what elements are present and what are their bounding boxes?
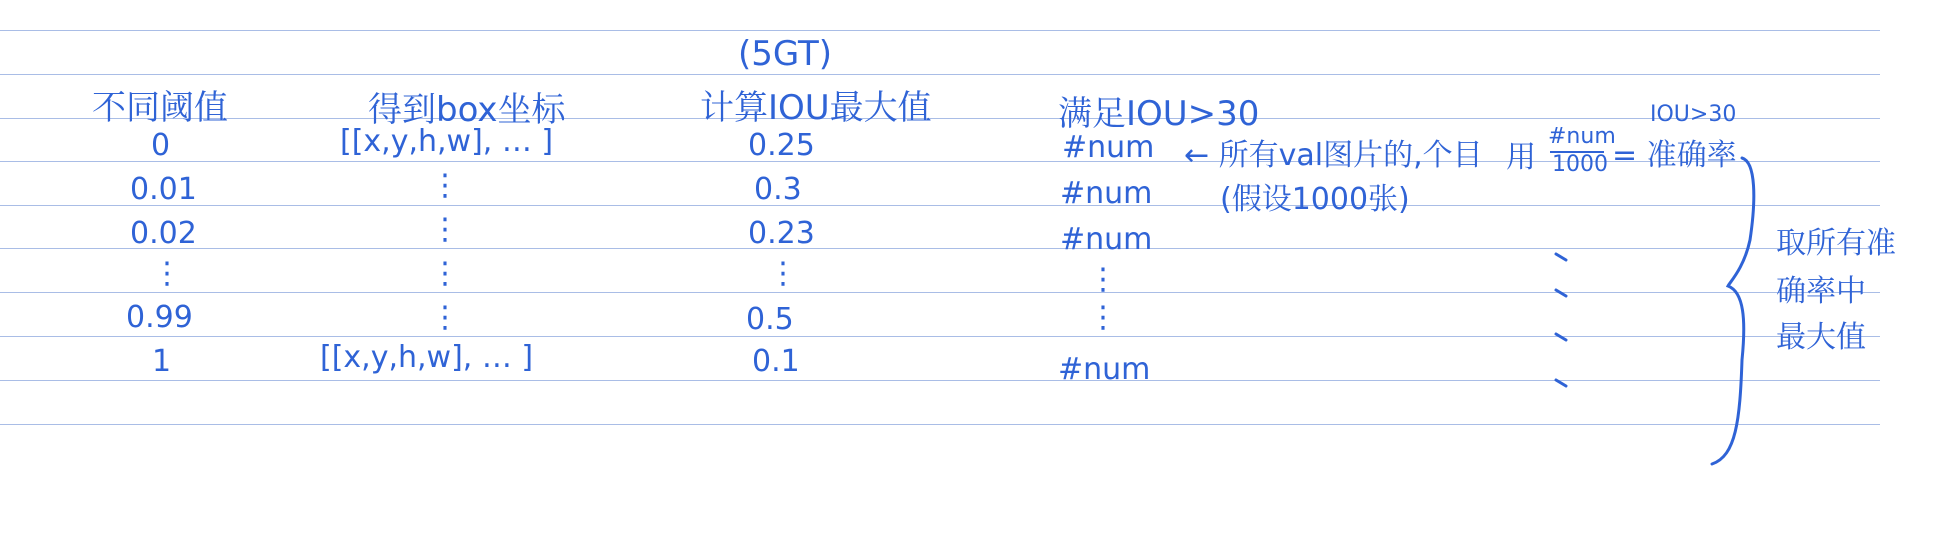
annotation-arrow: ← 所有val图片的,个目 <box>1184 138 1483 173</box>
box-value: ⋮ <box>430 256 460 291</box>
iou-value: 0.1 <box>752 344 800 379</box>
iou-value: 0.5 <box>746 302 794 337</box>
count-value: #num <box>1058 352 1151 387</box>
threshold-value: 0.02 <box>130 216 197 251</box>
ditto-mark <box>1556 380 1566 386</box>
iou-value: 0.23 <box>748 216 815 251</box>
header-iou-satisfy: 满足IOU>30 <box>1058 94 1260 134</box>
count-value: ⋮ <box>1088 300 1118 335</box>
iou-value: ⋮ <box>768 256 798 291</box>
count-value: #num <box>1060 222 1153 257</box>
iou-value: 0.3 <box>754 172 802 207</box>
threshold-value: 0.01 <box>130 172 197 207</box>
result-line2: 确率中 <box>1776 274 1866 309</box>
annotation-assume: (假设1000张) <box>1220 182 1410 217</box>
iou-value: 0.25 <box>748 128 815 163</box>
count-value: #num <box>1060 176 1153 211</box>
threshold-value: 0 <box>151 128 171 163</box>
header-iou-max: 计算IOU最大值 <box>700 88 932 128</box>
ditto-mark <box>1556 290 1566 296</box>
threshold-value: 1 <box>152 344 172 379</box>
box-value: [[x,y,h,w], … ] <box>320 340 534 375</box>
box-value: ⋮ <box>430 212 460 247</box>
box-value: ⋮ <box>430 168 460 203</box>
header-threshold: 不同阈值 <box>92 88 228 128</box>
formula-denominator: 1000 <box>1552 152 1608 177</box>
formula-iou-note: IOU>30 <box>1650 102 1737 127</box>
formula-equals: = 准确率 <box>1612 138 1737 173</box>
ditto-mark <box>1556 254 1566 260</box>
count-value: ⋮ <box>1088 262 1118 297</box>
box-value: [[x,y,h,w], … ] <box>340 124 554 159</box>
gt-label: (5GT) <box>738 34 833 74</box>
result-line1: 取所有准 <box>1776 226 1896 261</box>
right-brace <box>1712 158 1754 464</box>
formula-numerator: #num <box>1548 124 1616 149</box>
count-value: #num <box>1062 130 1155 165</box>
formula-use: 用 <box>1506 140 1536 175</box>
threshold-value: ⋮ <box>152 256 182 291</box>
result-line3: 最大值 <box>1776 320 1866 355</box>
header-box-coords: 得到box坐标 <box>368 90 566 130</box>
ditto-mark <box>1556 334 1566 340</box>
threshold-value: 0.99 <box>126 300 193 335</box>
box-value: ⋮ <box>430 300 460 335</box>
